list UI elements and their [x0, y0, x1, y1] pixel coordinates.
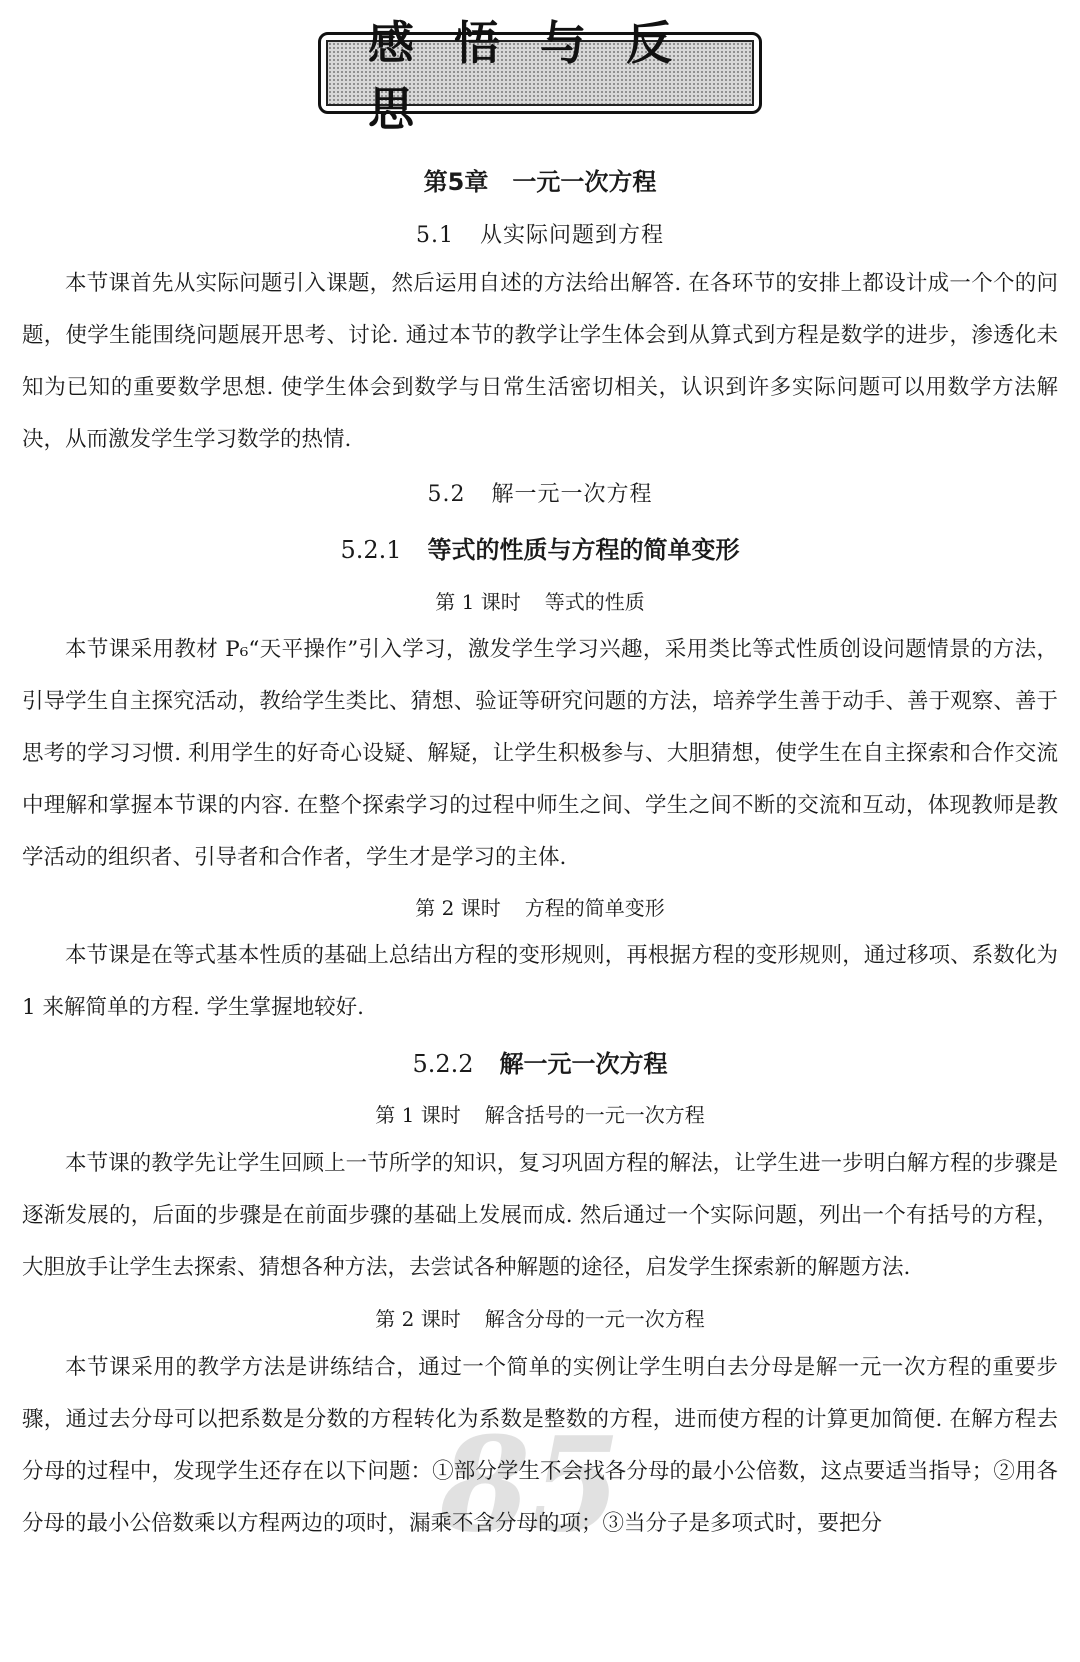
- section-banner: [318, 16, 762, 136]
- section-number: 5.2: [427, 482, 466, 507]
- lesson-label: 第 1 课时: [375, 1103, 461, 1127]
- lesson-heading-5-2-2-2: [0, 1303, 1080, 1332]
- banner-dotted-panel: [326, 16, 754, 136]
- lesson-heading-5-2-2-1: [0, 1099, 1080, 1128]
- lesson-heading-5-2-1-1: [0, 586, 1080, 615]
- section-heading-5-1: [0, 218, 1080, 249]
- paragraph-5-2-1-2: 本节课是在等式基本性质的基础上总结出方程的变形规则，再根据方程的变形规则，通过移项、系数化为 1 来解简单的方程. 学生掌握地较好.: [22, 943, 1058, 1020]
- lesson-label: 第 2 课时: [375, 1307, 461, 1331]
- subsection-title: 等式的性质与方程的简单变形: [427, 536, 740, 564]
- subsection-heading-5-2-1: [0, 530, 1080, 565]
- subsection-number: 5.2.2: [412, 1050, 474, 1078]
- lesson-title: 解含括号的一元一次方程: [484, 1103, 705, 1127]
- subsection-heading-5-2-2: [0, 1044, 1080, 1079]
- lesson-title: 方程的简单变形: [524, 896, 665, 920]
- paragraph-5-2-2-1: 本节课的教学先让学生回顾上一节所学的知识，复习巩固方程的解法，让学生进一步明白解方程的步骤是逐渐发展的，后面的步骤是在前面步骤的基础上发展而成. 然后通过一个实际问题，列出一个有括号的方程，大胆放手让学生去探索、猜想各种方法，去尝试各种解题的途径，启发学生探索新的解题方法.: [22, 1151, 1058, 1280]
- lesson-title: 等式的性质: [544, 590, 645, 614]
- lesson-heading-5-2-1-2: [0, 892, 1080, 921]
- section-title: 解一元一次方程: [491, 482, 653, 507]
- section-number: 5.1: [415, 223, 454, 248]
- lesson-title: 解含分母的一元一次方程: [484, 1307, 705, 1331]
- paragraph-5-2-2-2: 本节课采用的教学方法是讲练结合，通过一个简单的实例让学生明白去分母是解一元一次方程的重要步骤，通过去分母可以把系数是分数的方程转化为系数是整数的方程，进而使方程的计算更加简便. 在解方程去分母的过程中，发现学生还存在以下问题：①部分学生不会找各分母的最小公倍数，这点要适当指导；②用各分母的最小公倍数乘以方程两边的项时，漏乘不含分母的项；③当分子是多项式时，要把分: [22, 1355, 1058, 1536]
- page-number-watermark: 85: [440, 1408, 621, 1561]
- chapter-title: 第5章 一元一次方程: [423, 168, 657, 196]
- paragraph-5-2-1-1: 本节课采用教材 P₆“天平操作”引入学习，激发学生学习兴趣，采用类比等式性质创设问题情景的方法，引导学生自主探究活动，教给学生类比、猜想、验证等研究问题的方法，培养学生善于动手、善于观察、善于思考的学习习惯. 利用学生的好奇心设疑、解疑，让学生积极参与、大胆猜想，使学生在自主探索和合作交流中理解和掌握本节课的内容. 在整个探索学习的过程中师生之间、学生之间不断的交流和互动，体现教师是教学活动的组织者、引导者和合作者，学生才是学习的主体.: [22, 637, 1058, 870]
- lesson-label: 第 2 课时: [415, 896, 501, 920]
- section-title: 从实际问题到方程: [479, 223, 664, 248]
- paragraph-5-1: 本节课首先从实际问题引入课题，然后运用自述的方法给出解答. 在各环节的安排上都设计成一个个的问题，使学生能围绕问题展开思考、讨论. 通过本节的教学让学生体会到从算式到方程是数学的进步，渗透化未知为已知的重要数学思想. 使学生体会到数学与日常生活密切相关，认识到许多实际问题可以用数学方法解决，从而激发学生学习数学的热情.: [22, 271, 1058, 452]
- subsection-number: 5.2.1: [340, 536, 402, 564]
- subsection-title: 解一元一次方程: [499, 1050, 668, 1078]
- banner-title: 感悟与反思: [368, 16, 712, 136]
- lesson-label: 第 1 课时: [435, 590, 521, 614]
- section-heading-5-2: [0, 477, 1080, 508]
